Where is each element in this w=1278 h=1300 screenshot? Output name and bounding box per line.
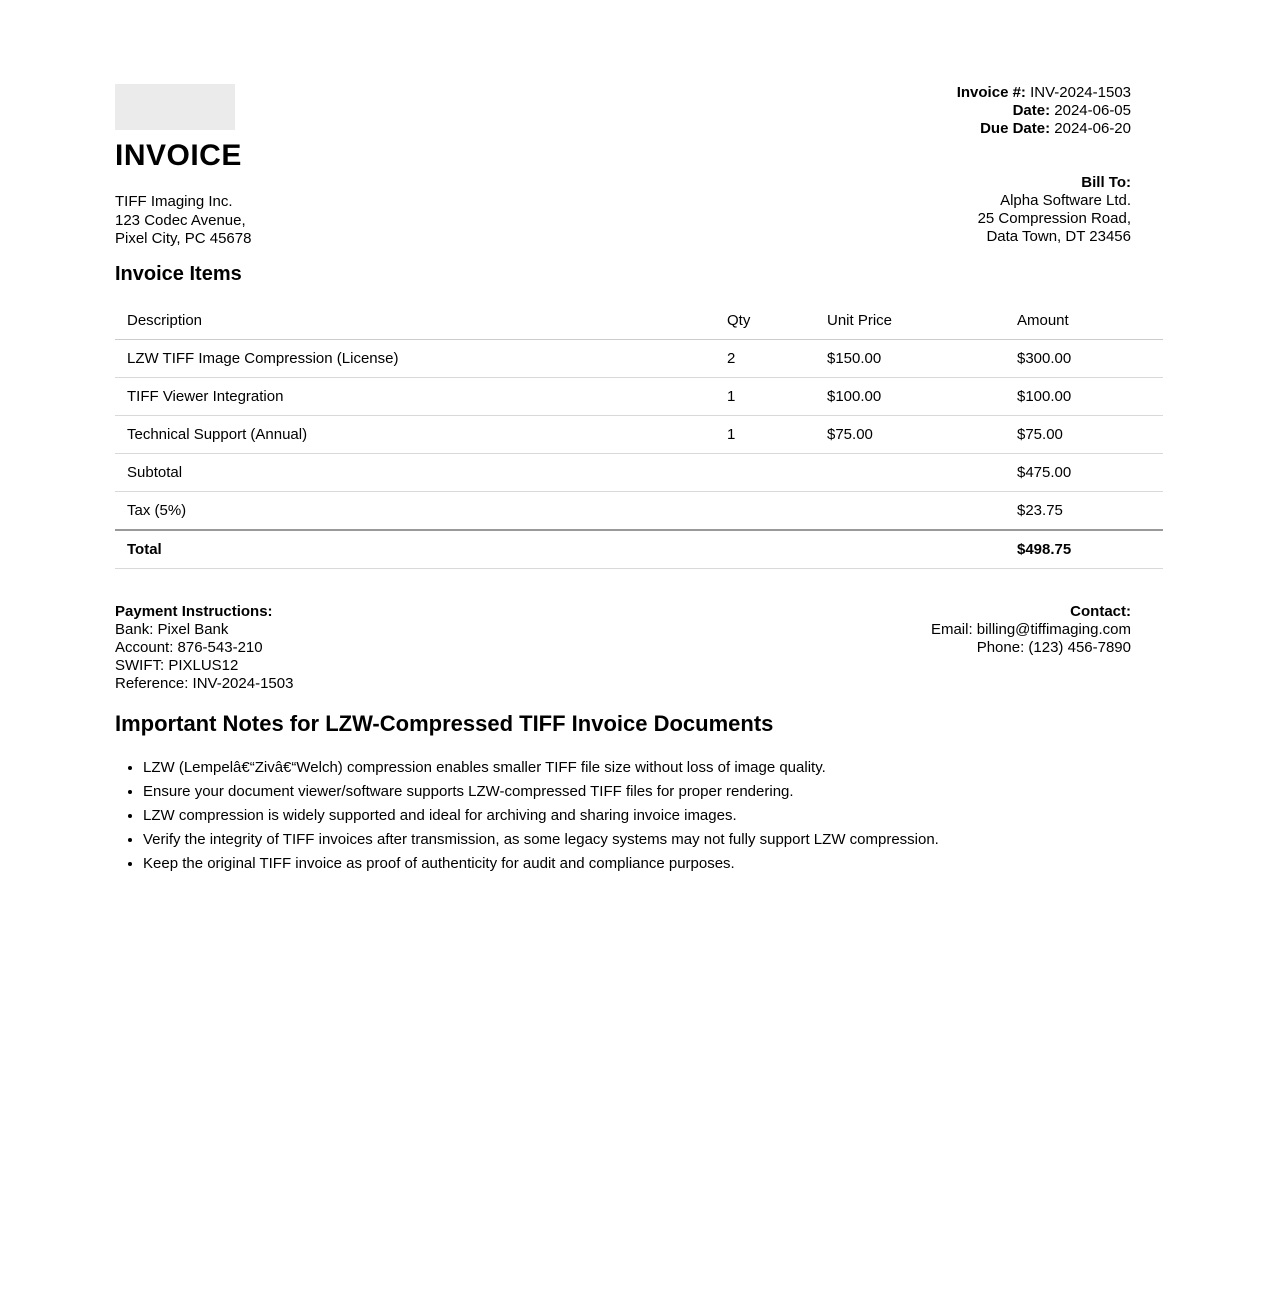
item-unit-price: $75.00 bbox=[815, 415, 1005, 453]
note-item: • Ensure your document viewer/software supports LZW-compressed TIFF files for proper rendering. bbox=[143, 783, 1163, 801]
payment-account-line: Account: 876-543-210 bbox=[115, 638, 263, 656]
note-item: • Keep the original TIFF invoice as proof of authenticity for audit and compliance purposes. bbox=[143, 855, 1163, 873]
item-amount: $75.00 bbox=[1005, 415, 1163, 453]
company-address-line: Pixel City, PC 45678 bbox=[115, 230, 252, 247]
payment-bank-line: Bank: Pixel Bank bbox=[115, 620, 229, 638]
contact-phone-line: Phone: (123) 456-7890 bbox=[976, 638, 1131, 656]
item-description: Technical Support (Annual) bbox=[115, 415, 715, 453]
invoice-date-label: Date: bbox=[1012, 102, 1051, 119]
table-row bbox=[115, 415, 1163, 453]
contact-block bbox=[931, 603, 1163, 693]
item-amount: $100.00 bbox=[1005, 377, 1163, 415]
subtotal-value: $475.00 bbox=[1005, 453, 1163, 491]
payment-swift-line: SWIFT: PIXLUS12 bbox=[115, 656, 239, 674]
invoice-date-value: 2024-06-05 bbox=[1054, 102, 1131, 119]
company-address-block bbox=[115, 193, 957, 249]
company-address-line: 123 Codec Avenue, bbox=[115, 211, 246, 229]
total-label: Total bbox=[115, 530, 1005, 569]
item-unit-price: $100.00 bbox=[815, 377, 1005, 415]
column-header-unit-price: Unit Price bbox=[815, 302, 1005, 340]
table-row bbox=[115, 339, 1163, 377]
item-description: LZW TIFF Image Compression (License) bbox=[115, 339, 715, 377]
invoice-title: INVOICE bbox=[115, 139, 242, 172]
tax-label: Tax (5%) bbox=[115, 491, 1005, 530]
note-item: • LZW (Lempelâ€“Zivâ€“Welch) compression enables smaller TIFF file size without loss of image quality. bbox=[143, 759, 1163, 777]
bill-to-name: Alpha Software Ltd. bbox=[1000, 192, 1131, 209]
invoice-header bbox=[115, 84, 1163, 249]
header-right-column bbox=[957, 84, 1163, 246]
contact-email-line: Email: billing@tiffimaging.com bbox=[930, 620, 1131, 638]
bill-to-label: Bill To: bbox=[1081, 174, 1131, 191]
note-item: • LZW compression is widely supported and ideal for archiving and sharing invoice images. bbox=[143, 807, 1163, 825]
column-header-description: Description bbox=[115, 302, 715, 340]
item-description: TIFF Viewer Integration bbox=[115, 377, 715, 415]
total-row bbox=[115, 530, 1163, 569]
column-header-qty: Qty bbox=[715, 302, 815, 340]
table-row bbox=[115, 377, 1163, 415]
item-amount: $300.00 bbox=[1005, 339, 1163, 377]
invoice-due-date-line bbox=[957, 120, 1131, 138]
payment-reference-line: Reference: INV-2024-1503 bbox=[115, 674, 294, 692]
invoice-number-line bbox=[957, 84, 1131, 102]
important-notes-heading: Important Notes for LZW-Compressed TIFF Invoice Documents bbox=[115, 710, 774, 736]
invoice-meta-block bbox=[957, 84, 1131, 138]
subtotal-label: Subtotal bbox=[115, 453, 1005, 491]
item-qty: 1 bbox=[715, 415, 815, 453]
payment-instructions-heading: Payment Instructions: bbox=[115, 602, 273, 620]
subtotal-row bbox=[115, 453, 1163, 491]
company-logo-placeholder bbox=[115, 84, 235, 130]
company-name: TIFF Imaging Inc. bbox=[115, 193, 233, 210]
note-item: • Verify the integrity of TIFF invoices after transmission, as some legacy systems may not fully support LZW compression. bbox=[143, 831, 1163, 849]
tax-value: $23.75 bbox=[1005, 491, 1163, 530]
invoice-items-heading: Invoice Items bbox=[115, 262, 242, 285]
column-header-amount: Amount bbox=[1005, 302, 1163, 340]
item-unit-price: $150.00 bbox=[815, 339, 1005, 377]
invoice-due-date-value: 2024-06-20 bbox=[1054, 120, 1131, 137]
payment-instructions-block bbox=[115, 603, 293, 693]
invoice-due-date-label: Due Date: bbox=[980, 120, 1051, 137]
invoice-items-table bbox=[115, 302, 1163, 569]
invoice-number-value: INV-2024-1503 bbox=[1030, 84, 1131, 101]
item-qty: 1 bbox=[715, 377, 815, 415]
bill-to-address-line: 25 Compression Road, bbox=[977, 210, 1131, 227]
invoice-footer bbox=[115, 603, 1163, 693]
invoice-date-line bbox=[957, 102, 1131, 120]
table-header-row bbox=[115, 302, 1163, 340]
total-value: $498.75 bbox=[1005, 530, 1163, 569]
important-notes-list bbox=[115, 759, 1163, 873]
bill-to-address-line: Data Town, DT 23456 bbox=[986, 228, 1131, 245]
tax-row bbox=[115, 491, 1163, 530]
bill-to-block bbox=[957, 174, 1131, 246]
contact-heading: Contact: bbox=[1070, 602, 1131, 620]
header-left-column bbox=[115, 84, 957, 249]
item-qty: 2 bbox=[715, 339, 815, 377]
invoice-number-label: Invoice #: bbox=[956, 84, 1026, 101]
